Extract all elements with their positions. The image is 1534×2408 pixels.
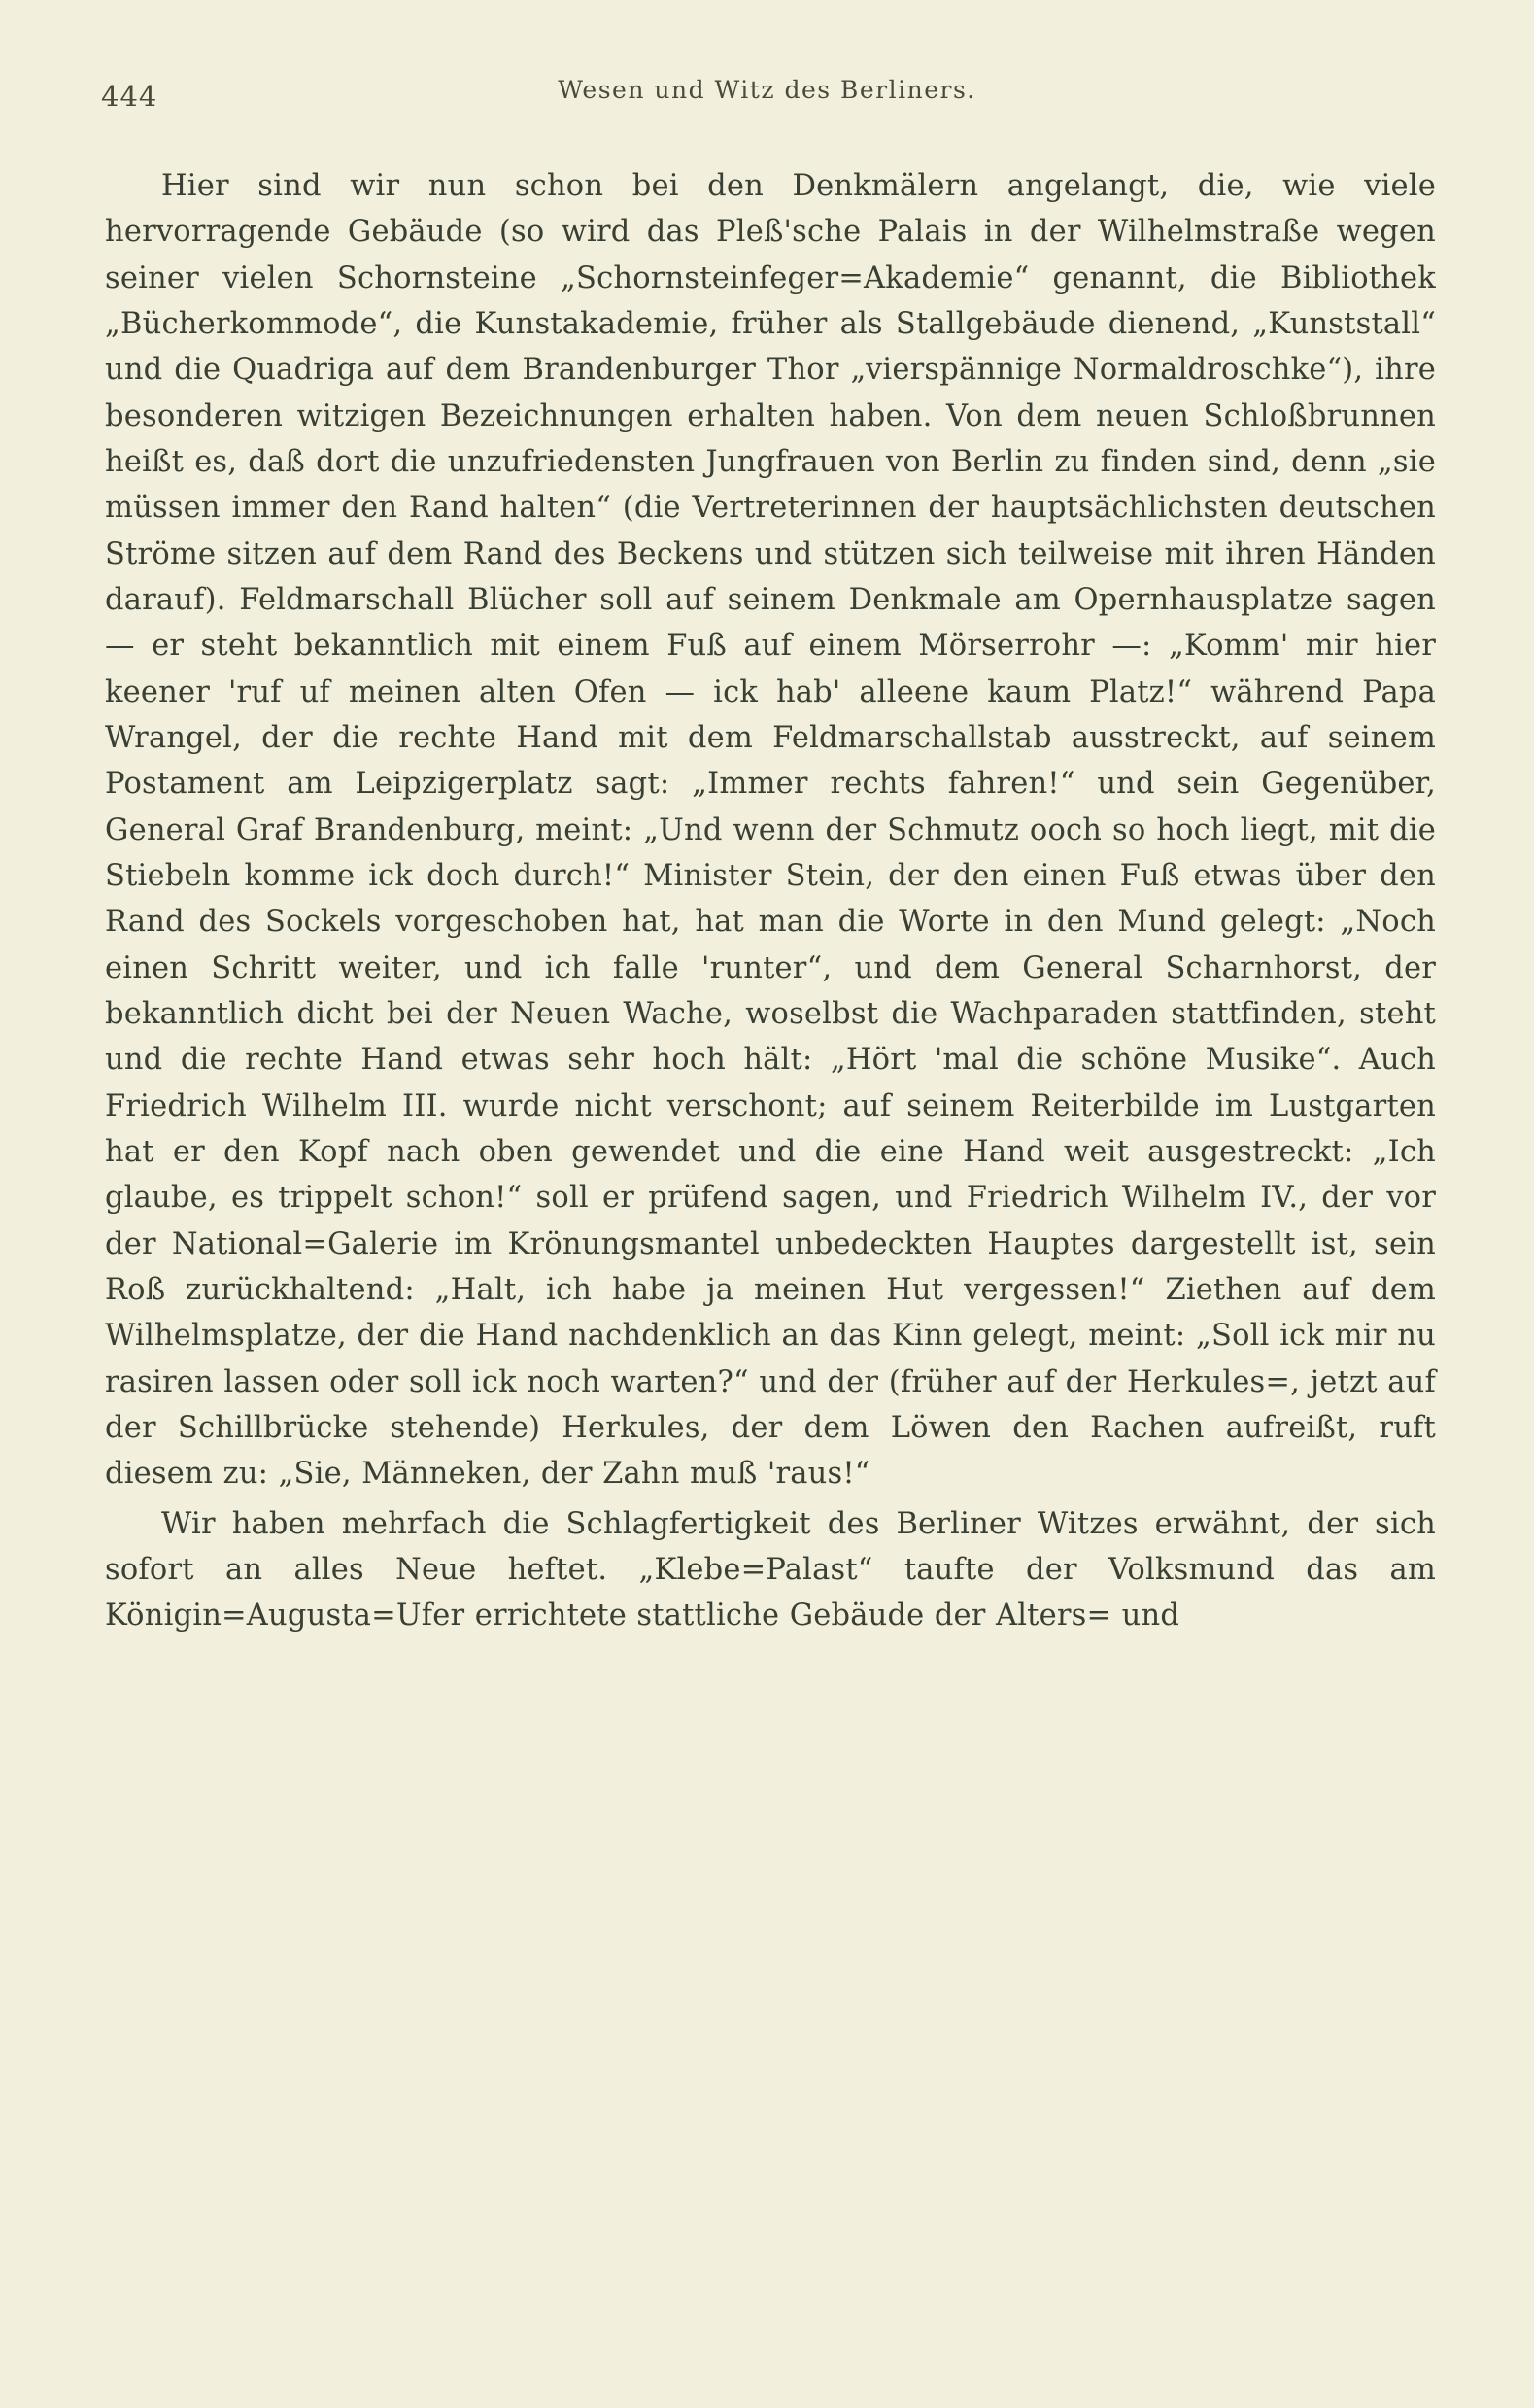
page-number: 444 [101,80,158,113]
running-head-title: Wesen und Witz des Berliners. [558,76,976,104]
body-text [105,163,1436,1639]
running-head [0,76,1534,115]
paragraph: Hier sind wir nun schon bei den Denkmälern angelangt, die, wie viele hervorragende Gebäude (so wird das Pleß'sche Palais in der Wilhelmstraße wegen seiner vielen Schornsteine „Schornsteinfeger=Akademie“ genannt, die Bibliothek „Bücherkommode“, die Kunstakademie, früher als Stallgebäude dienend, „Kunststall“ und die Quadriga auf dem Brandenburger Thor „vierspännige Normaldroschke“), ihre besonderen witzigen Bezeichnungen erhalten haben. Von dem neuen Schloßbrunnen heißt es, daß dort die unzufriedensten Jungfrauen von Berlin zu finden sind, denn „sie müssen immer den Rand halten“ (die Vertreterinnen der hauptsächlichsten deutschen Ströme sitzen auf dem Rand des Beckens und stützen sich teilweise mit ihren Händen darauf). Feldmarschall Blücher soll auf seinem Denkmale am Opernhausplatze sagen — er steht bekanntlich mit einem Fuß auf einem Mörserrohr —: „Komm' mir hier keener 'ruf uf meinen alten Ofen — ick hab' alleene kaum Platz!“ während Papa Wrangel, der die rechte Hand mit dem Feldmarschallstab ausstreckt, auf seinem Postament am Leipzigerplatz sagt: „Immer rechts fahren!“ und sein Gegenüber, General Graf Brandenburg, meint: „Und wenn der Schmutz ooch so hoch liegt, mit die Stiebeln komme ick doch durch!“ Minister Stein, der den einen Fuß etwas über den Rand des Sockels vorgeschoben hat, hat man die Worte in den Mund gelegt: „Noch einen Schritt weiter, und ich falle 'runter“, und dem General Scharnhorst, der bekanntlich dicht bei der Neuen Wache, woselbst die Wachparaden stattfinden, steht und die rechte Hand etwas sehr hoch hält: „Hört 'mal die schöne Musike“. Auch Friedrich Wilhelm III. wurde nicht verschont; auf seinem Reiterbilde im Lustgarten hat er den Kopf nach oben gewendet und die eine Hand weit ausgestreckt: „Ich glaube, es trippelt schon!“ soll er prüfend sagen, und Friedrich Wilhelm IV., der vor der National=Galerie im Krönungsmantel unbedeckten Hauptes dargestellt ist, sein Roß zurückhaltend: „Halt, ich habe ja meinen Hut vergessen!“ Ziethen auf dem Wilhelmsplatze, der die Hand nachdenklich an das Kinn gelegt, meint: „Soll ick mir nu rasiren lassen oder soll ick noch warten?“ und der (früher auf der Herkules=, jetzt auf der Schillbrücke stehende) Herkules, der dem Löwen den Rachen aufreißt, ruft diesem zu: „Sie, Männeken, der Zahn muß 'raus!“ [105,169,1436,1492]
paragraph: Wir haben mehrfach die Schlagfertigkeit des Berliner Witzes erwähnt, der sich sofort an alles Neue heftet. „Klebe=Palast“ taufte der Volksmund das am Königin=Augusta=Ufer errichtete stattliche Gebäude der Alters= und [105,1506,1436,1634]
